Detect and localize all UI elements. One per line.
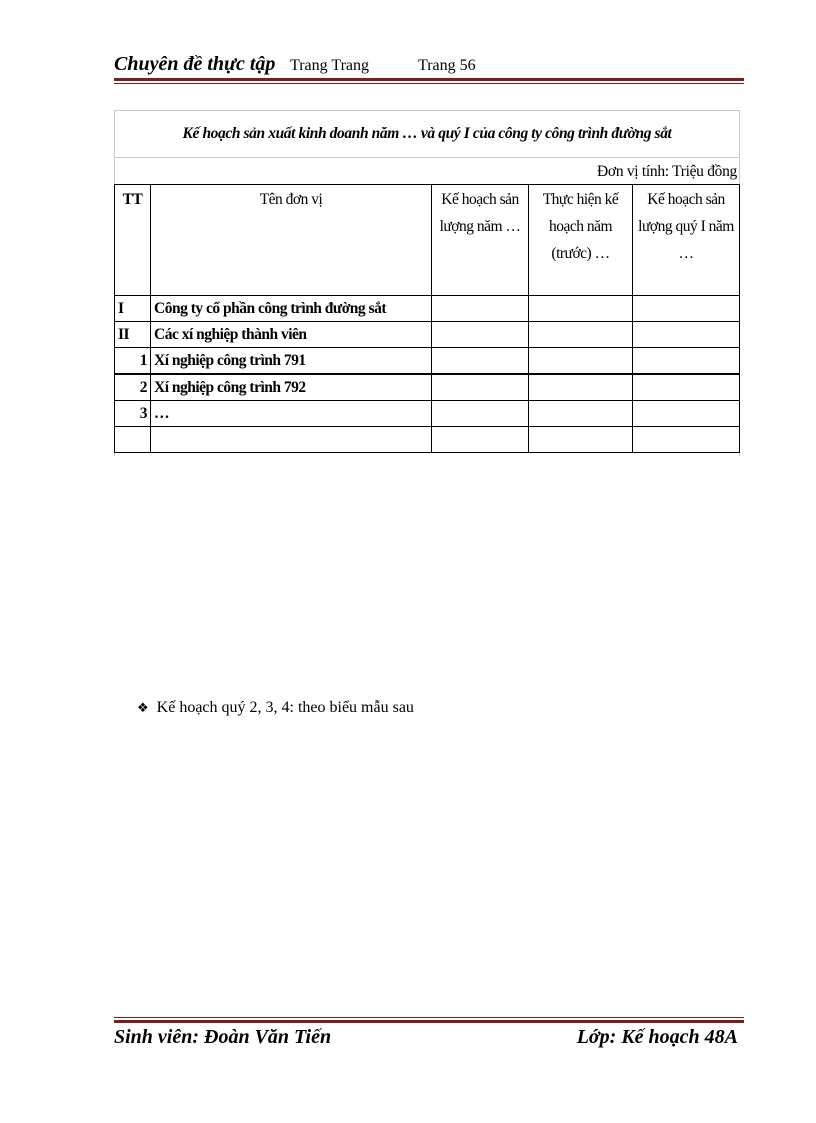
footer-rule-thin	[114, 1017, 744, 1018]
cell-tt: 3	[115, 401, 151, 427]
table-unit: Đơn vị tính: Triệu đồng	[597, 163, 737, 180]
footer-class: Lớp: Kế hoạch 48A	[576, 1026, 738, 1048]
table-header-row	[115, 185, 740, 296]
cell-empty	[432, 296, 529, 322]
column-header-name: Tên đơn vị	[151, 185, 432, 296]
cell-empty	[529, 322, 633, 348]
cell-empty	[633, 374, 740, 401]
header-rule-thin	[114, 83, 744, 84]
cell-empty	[529, 296, 633, 322]
cell-empty	[432, 401, 529, 427]
cell-empty	[432, 427, 529, 453]
cell-tt: I	[115, 296, 151, 322]
header-page-number: Trang 56	[418, 57, 476, 74]
diamond-bullet-icon: ❖	[137, 701, 149, 716]
cell-empty	[529, 374, 633, 401]
cell-empty	[432, 348, 529, 375]
cell-tt: 1	[115, 348, 151, 375]
header-author: Trang Trang	[290, 57, 369, 74]
bullet-item	[137, 699, 414, 717]
cell-empty	[529, 401, 633, 427]
footer-rule-thick	[114, 1020, 744, 1023]
header-rule-thick	[114, 78, 744, 81]
cell-empty	[432, 322, 529, 348]
column-header-tt: TT	[115, 185, 151, 296]
cell-tt: 2	[115, 374, 151, 401]
table-row	[115, 348, 740, 375]
column-header-plan-year: Kế hoạch sản lượng năm …	[432, 185, 529, 296]
table-row	[115, 401, 740, 427]
cell-name: Xí nghiệp công trình 792	[151, 374, 432, 401]
cell-tt: II	[115, 322, 151, 348]
cell-empty	[633, 322, 740, 348]
cell-empty	[529, 348, 633, 375]
plan-table-box	[114, 110, 740, 456]
cell-name: Công ty cổ phần công trình đường sắt	[151, 296, 432, 322]
header-title: Chuyên đề thực tập	[114, 53, 276, 75]
cell-name: Các xí nghiệp thành viên	[151, 322, 432, 348]
table-row	[115, 374, 740, 401]
table-title: Kế hoạch sản xuất kinh doanh năm … và quý I của công ty công trình đường sắt	[115, 111, 739, 158]
column-header-plan-q1: Kế hoạch sản lượng quý I năm …	[633, 185, 740, 296]
plan-table	[114, 184, 740, 453]
cell-name: Xí nghiệp công trình 791	[151, 348, 432, 375]
cell-empty	[633, 401, 740, 427]
table-row	[115, 322, 740, 348]
cell-name: …	[151, 401, 432, 427]
table-row	[115, 427, 740, 453]
table-row	[115, 296, 740, 322]
cell-empty	[529, 427, 633, 453]
bullet-text: Kế hoạch quý 2, 3, 4: theo biểu mẫu sau	[156, 699, 414, 716]
cell-empty	[633, 427, 740, 453]
cell-empty	[633, 348, 740, 375]
cell-empty	[633, 296, 740, 322]
footer-student: Sinh viên: Đoàn Văn Tiến	[114, 1026, 332, 1048]
page-header	[114, 50, 744, 80]
cell-empty	[432, 374, 529, 401]
cell-tt	[115, 427, 151, 453]
cell-name	[151, 427, 432, 453]
column-header-actual-prev: Thực hiện kế hoạch năm (trước) …	[529, 185, 633, 296]
